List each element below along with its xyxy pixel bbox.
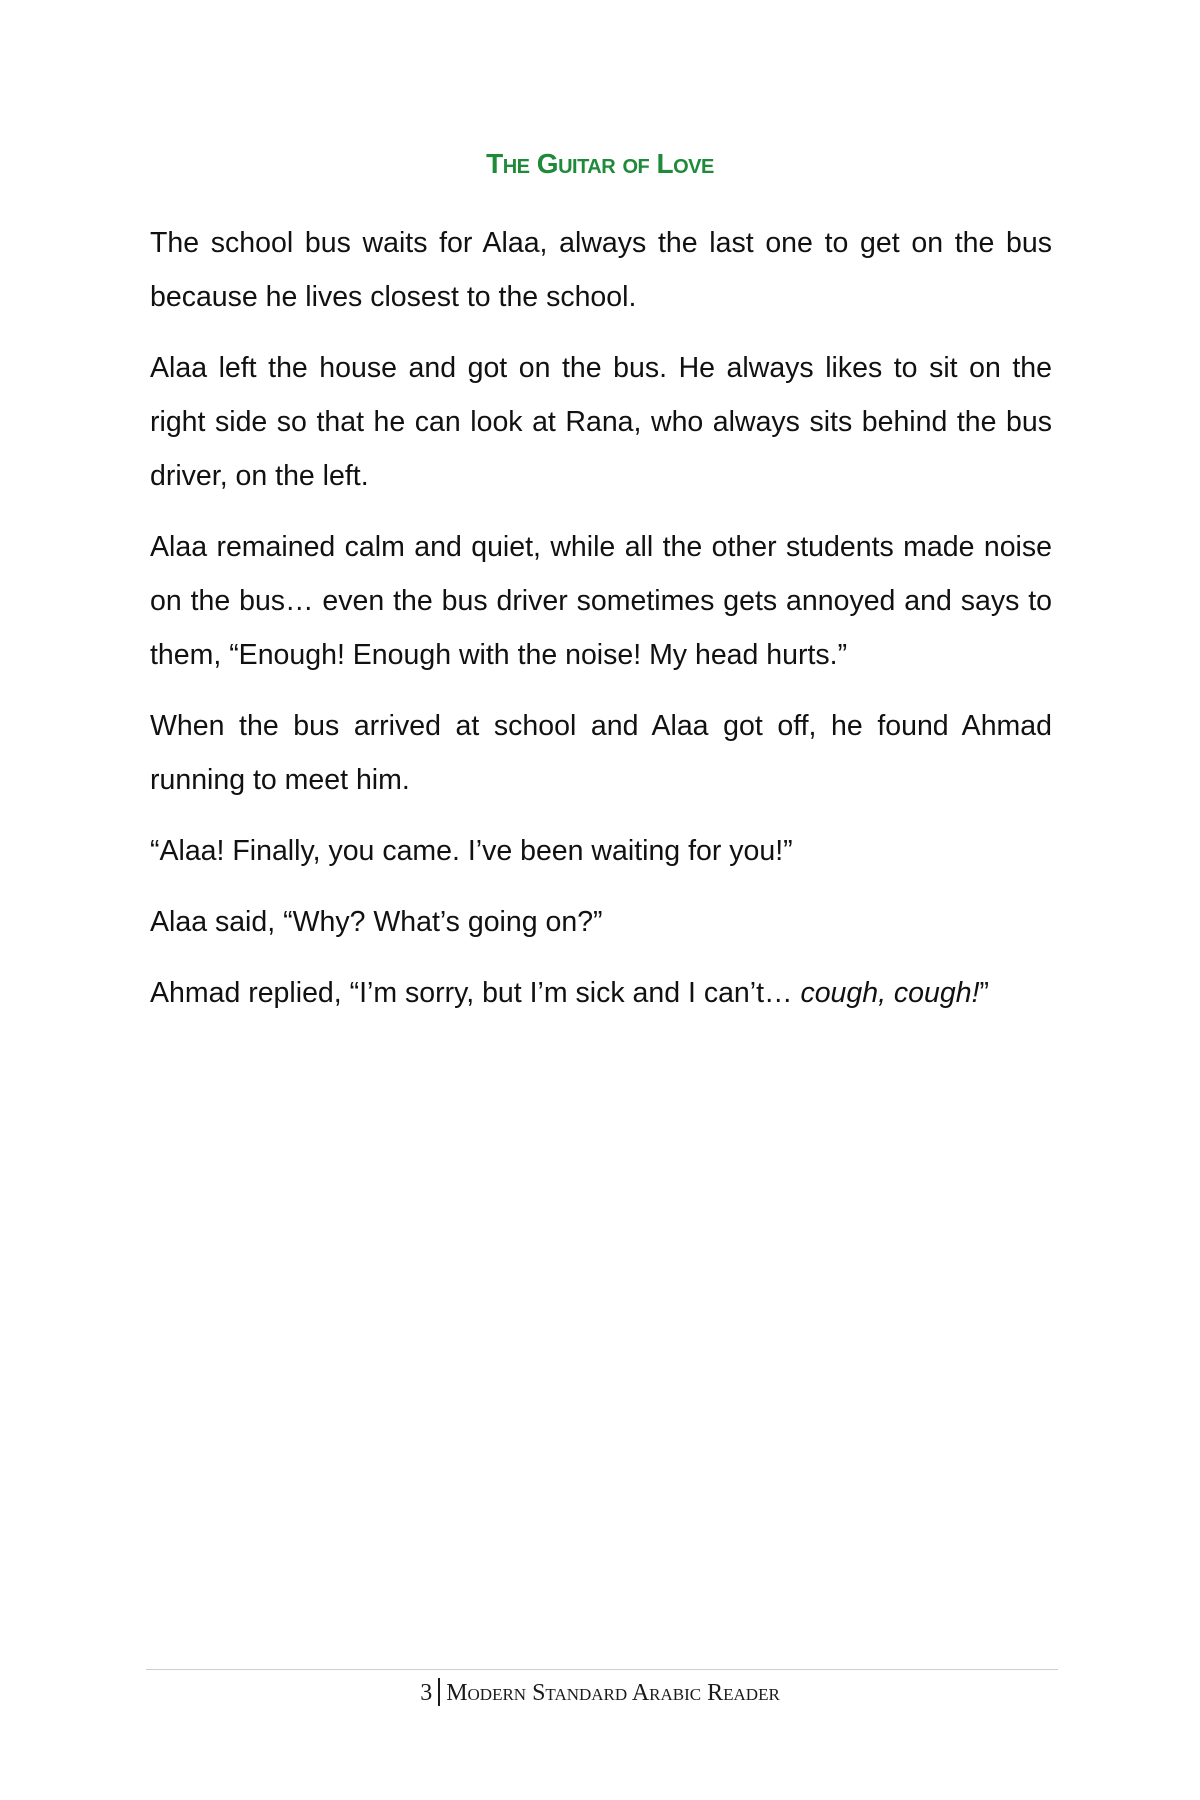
paragraph-4: When the bus arrived at school and Alaa got off, he found Ahmad running to meet him.: [150, 710, 1052, 796]
paragraph-7-italic: cough, cough!: [800, 977, 980, 1009]
footer-divider: [146, 1669, 1058, 1670]
paragraph-1: The school bus waits for Alaa, always the last one to get on the bus because he lives closest to the school.: [150, 227, 1052, 313]
book-title: Modern Standard Arabic Reader: [446, 1680, 780, 1706]
page-footer: [0, 1678, 1200, 1707]
paragraph-7-prefix: Ahmad replied, “I’m sorry, but I’m sick and I can’t…: [150, 977, 801, 1009]
footer-separator: [438, 1678, 440, 1706]
paragraph-3: Alaa remained calm and quiet, while all the other students made noise on the bus… even the bus driver sometimes gets annoyed and says to them, “Enough! Enough with the noise! My head hurts.”: [150, 531, 1052, 671]
story-body: [150, 216, 1052, 1037]
paragraph-7-suffix: ”: [979, 977, 989, 1009]
page-number: 3: [420, 1680, 433, 1706]
paragraph-5: “Alaa! Finally, you came. I’ve been waiting for you!”: [150, 835, 793, 867]
paragraph-7: [150, 966, 1052, 1020]
story-title: The Guitar of Love: [486, 148, 714, 179]
paragraph-2: Alaa left the house and got on the bus. He always likes to sit on the right side so that he can look at Rana, who always sits behind the bus driver, on the left.: [150, 352, 1052, 492]
paragraph-6: Alaa said, “Why? What’s going on?”: [150, 906, 603, 938]
